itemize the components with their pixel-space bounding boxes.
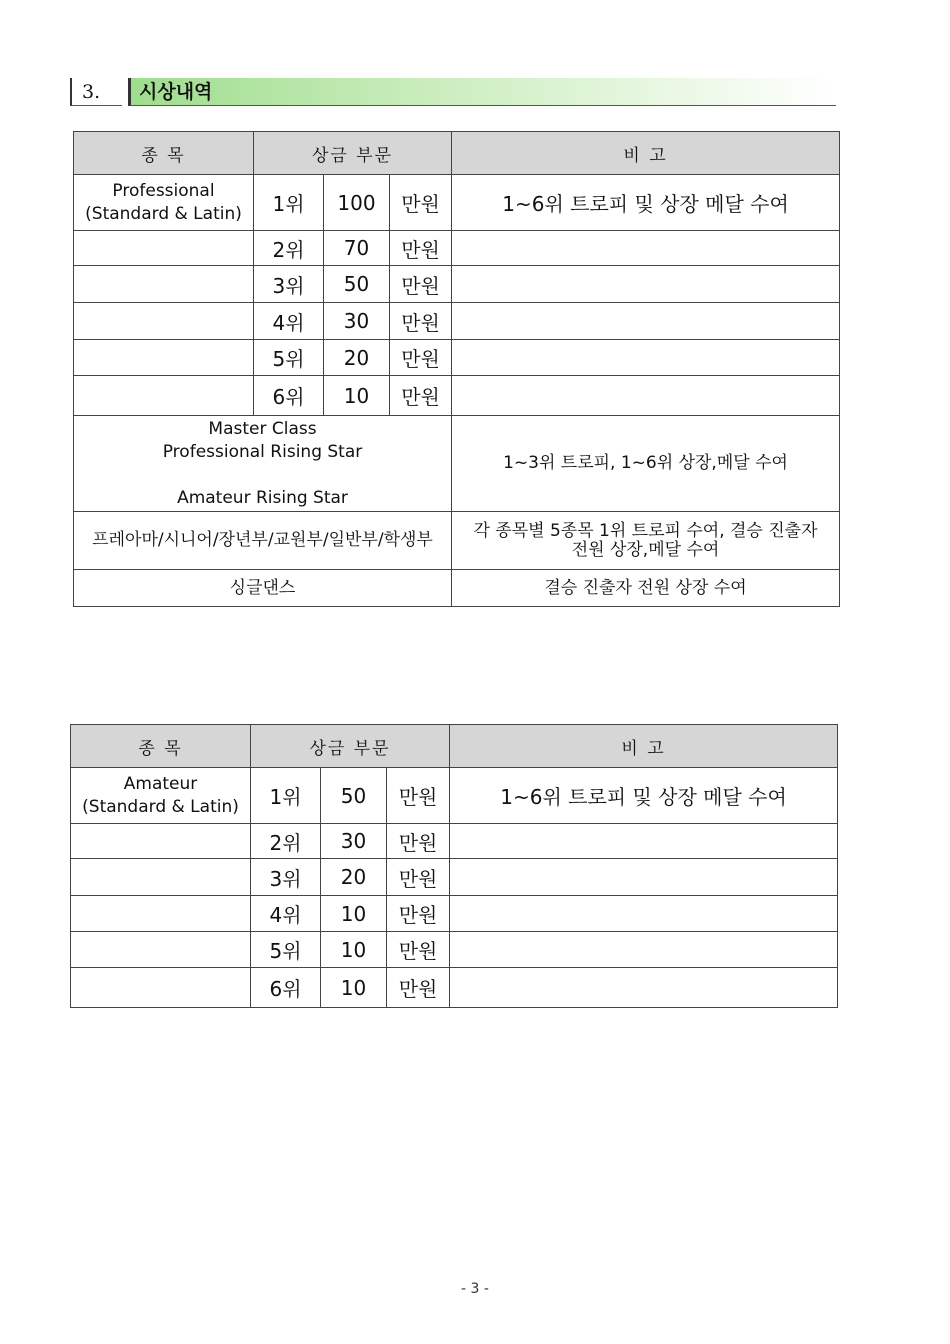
note-cell-empty [450, 932, 838, 968]
table-header-row [74, 132, 840, 175]
rank-cell: 5위 [254, 340, 324, 376]
rank-cell: 6위 [254, 376, 324, 416]
amount-cell: 10 [321, 932, 387, 968]
unit-cell: 만원 [387, 968, 450, 1008]
table-row [74, 512, 840, 570]
table-row [71, 896, 838, 932]
header-prize: 상금 부문 [251, 725, 450, 768]
note-cell-empty [452, 376, 840, 416]
amount-cell: 70 [324, 231, 390, 266]
note-cell-empty [452, 340, 840, 376]
note-cell-empty [450, 824, 838, 859]
table-row [71, 859, 838, 896]
header-note: 비 고 [452, 132, 840, 175]
amount-cell: 10 [321, 968, 387, 1008]
category-single-dance: 싱글댄스 [74, 570, 452, 607]
category-cell-empty [74, 266, 254, 303]
table-row [74, 570, 840, 607]
unit-cell: 만원 [390, 266, 452, 303]
rank-cell: 4위 [254, 303, 324, 340]
note-cell-empty [450, 896, 838, 932]
amount-cell: 30 [321, 824, 387, 859]
rank-cell: 2위 [254, 231, 324, 266]
category-cell-empty [71, 968, 251, 1008]
note-cell: 각 종목별 5종목 1위 트로피 수여, 결승 진출자 전원 상장,메달 수여 [452, 512, 840, 570]
category-cell-empty [71, 859, 251, 896]
amount-cell: 20 [321, 859, 387, 896]
amount-cell: 30 [324, 303, 390, 340]
amount-cell: 10 [324, 376, 390, 416]
table-row [71, 968, 838, 1008]
rank-cell: 6위 [251, 968, 321, 1008]
unit-cell: 만원 [390, 231, 452, 266]
category-cell-empty [71, 824, 251, 859]
category-professional: Professional (Standard & Latin) [74, 175, 254, 231]
header-category: 종 목 [74, 132, 254, 175]
table-row [71, 932, 838, 968]
note-cell-empty [452, 303, 840, 340]
rank-cell: 2위 [251, 824, 321, 859]
table-row [74, 266, 840, 303]
category-cell-empty [71, 932, 251, 968]
rank-cell: 3위 [251, 859, 321, 896]
section-number: 3. [70, 78, 122, 106]
table-row [74, 416, 840, 512]
unit-cell: 만원 [387, 932, 450, 968]
rank-cell: 5위 [251, 932, 321, 968]
table-row [74, 175, 840, 231]
note-cell: 1~6위 트로피 및 상장 메달 수여 [452, 175, 840, 231]
table-row [74, 340, 840, 376]
unit-cell: 만원 [387, 768, 450, 824]
unit-cell: 만원 [390, 303, 452, 340]
rank-cell: 1위 [254, 175, 324, 231]
table-row [74, 376, 840, 416]
unit-cell: 만원 [390, 175, 452, 231]
table-row [71, 768, 838, 824]
note-cell-empty [450, 968, 838, 1008]
note-cell-empty [452, 266, 840, 303]
category-cell-empty [74, 340, 254, 376]
category-cell-empty [74, 303, 254, 340]
amount-cell: 10 [321, 896, 387, 932]
rank-cell: 1위 [251, 768, 321, 824]
professional-prize-table [73, 131, 840, 607]
table-row [74, 231, 840, 266]
category-cell-empty [71, 896, 251, 932]
amount-cell: 20 [324, 340, 390, 376]
note-cell: 결승 진출자 전원 상장 수여 [452, 570, 840, 607]
amount-cell: 100 [324, 175, 390, 231]
category-master-class: Master Class Professional Rising Star Amateur Rising Star [74, 416, 452, 512]
note-cell: 1~6위 트로피 및 상장 메달 수여 [450, 768, 838, 824]
unit-cell: 만원 [387, 824, 450, 859]
category-divisions: 프레아마/시니어/장년부/교원부/일반부/학생부 [74, 512, 452, 570]
amount-cell: 50 [324, 266, 390, 303]
amateur-prize-table [70, 724, 838, 1008]
category-cell-empty [74, 376, 254, 416]
table-row [71, 824, 838, 859]
unit-cell: 만원 [387, 896, 450, 932]
category-amateur: Amateur (Standard & Latin) [71, 768, 251, 824]
header-note: 비 고 [450, 725, 838, 768]
page-number: - 3 - [461, 1281, 489, 1297]
amount-cell: 50 [321, 768, 387, 824]
table-header-row [71, 725, 838, 768]
note-cell-empty [452, 231, 840, 266]
header-prize: 상금 부문 [254, 132, 452, 175]
note-cell: 1~3위 트로피, 1~6위 상장,메달 수여 [452, 416, 840, 512]
section-heading [70, 78, 836, 108]
section-title: 시상내역 [128, 78, 836, 106]
unit-cell: 만원 [387, 859, 450, 896]
note-cell-empty [450, 859, 838, 896]
rank-cell: 4위 [251, 896, 321, 932]
unit-cell: 만원 [390, 376, 452, 416]
rank-cell: 3위 [254, 266, 324, 303]
header-category: 종 목 [71, 725, 251, 768]
table-row [74, 303, 840, 340]
unit-cell: 만원 [390, 340, 452, 376]
category-cell-empty [74, 231, 254, 266]
